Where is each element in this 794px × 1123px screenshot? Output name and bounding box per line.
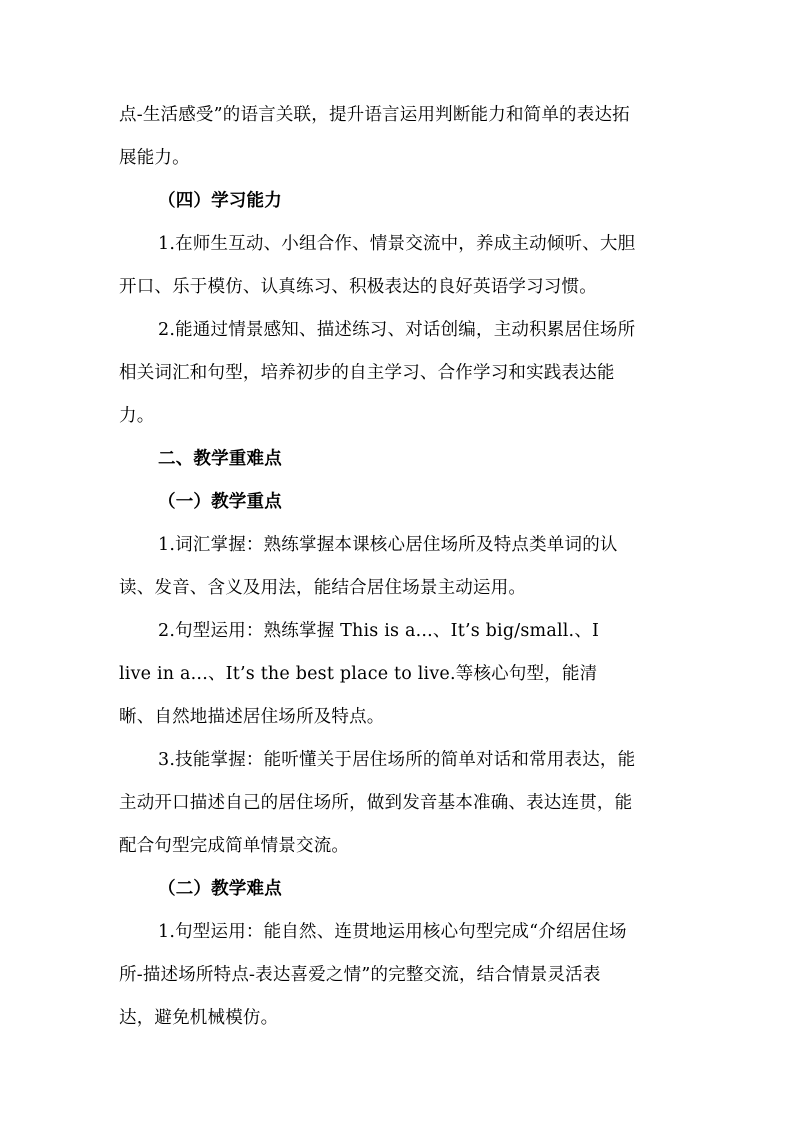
paragraph-line: 1.句型运用：能自然、连贯地运用核心句型完成“介绍居住场 bbox=[158, 922, 627, 942]
section-heading: （四）学习能力 bbox=[158, 191, 282, 211]
paragraph-line: 2.能通过情景感知、描述练习、对话创编，主动积累居住场所 bbox=[158, 320, 636, 340]
paragraph-line: 1.词汇掌握：熟练掌握本课核心居住场所及特点类单词的认 bbox=[158, 535, 618, 555]
paragraph-line: 点-生活感受”的语言关联，提升语言运用判断能力和简单的表达拓 bbox=[119, 105, 630, 125]
paragraph-line: 3.技能掌握：能听懂关于居住场所的简单对话和常用表达，能 bbox=[158, 750, 636, 770]
paragraph-line: 相关词汇和句型，培养初步的自主学习、合作学习和实践表达能 bbox=[119, 363, 615, 383]
paragraph-line: 所-描述场所特点-表达喜爱之情”的完整交流，结合情景灵活表 bbox=[119, 965, 601, 985]
paragraph-line: 展能力。 bbox=[119, 148, 190, 168]
paragraph-line: 主动开口描述自己的居住场所，做到发音基本准确、表达连贯，能 bbox=[119, 793, 633, 813]
paragraph-line: live in a...、It’s the best place to live.等核心句型，能清 bbox=[119, 664, 598, 684]
paragraph-line: 力。 bbox=[119, 406, 155, 426]
paragraph-line: 2.句型运用：熟练掌握 This is a...、It’s big/small.、I bbox=[158, 621, 600, 641]
subsection-heading: （一）教学重点 bbox=[158, 492, 282, 512]
section-heading: 二、教学重难点 bbox=[158, 449, 282, 469]
paragraph-line: 1.在师生互动、小组合作、情景交流中，养成主动倾听、大胆 bbox=[158, 234, 636, 254]
paragraph-line: 晰、自然地描述居住场所及特点。 bbox=[119, 707, 385, 727]
paragraph-line: 配合句型完成简单情景交流。 bbox=[119, 836, 350, 856]
subsection-heading: （二）教学难点 bbox=[158, 879, 282, 899]
paragraph-line: 读、发音、含义及用法，能结合居住场景主动运用。 bbox=[119, 578, 527, 598]
paragraph-line: 开口、乐于模仿、认真练习、积极表达的良好英语学习习惯。 bbox=[119, 277, 597, 297]
paragraph-line: 达，避免机械模仿。 bbox=[119, 1008, 279, 1028]
